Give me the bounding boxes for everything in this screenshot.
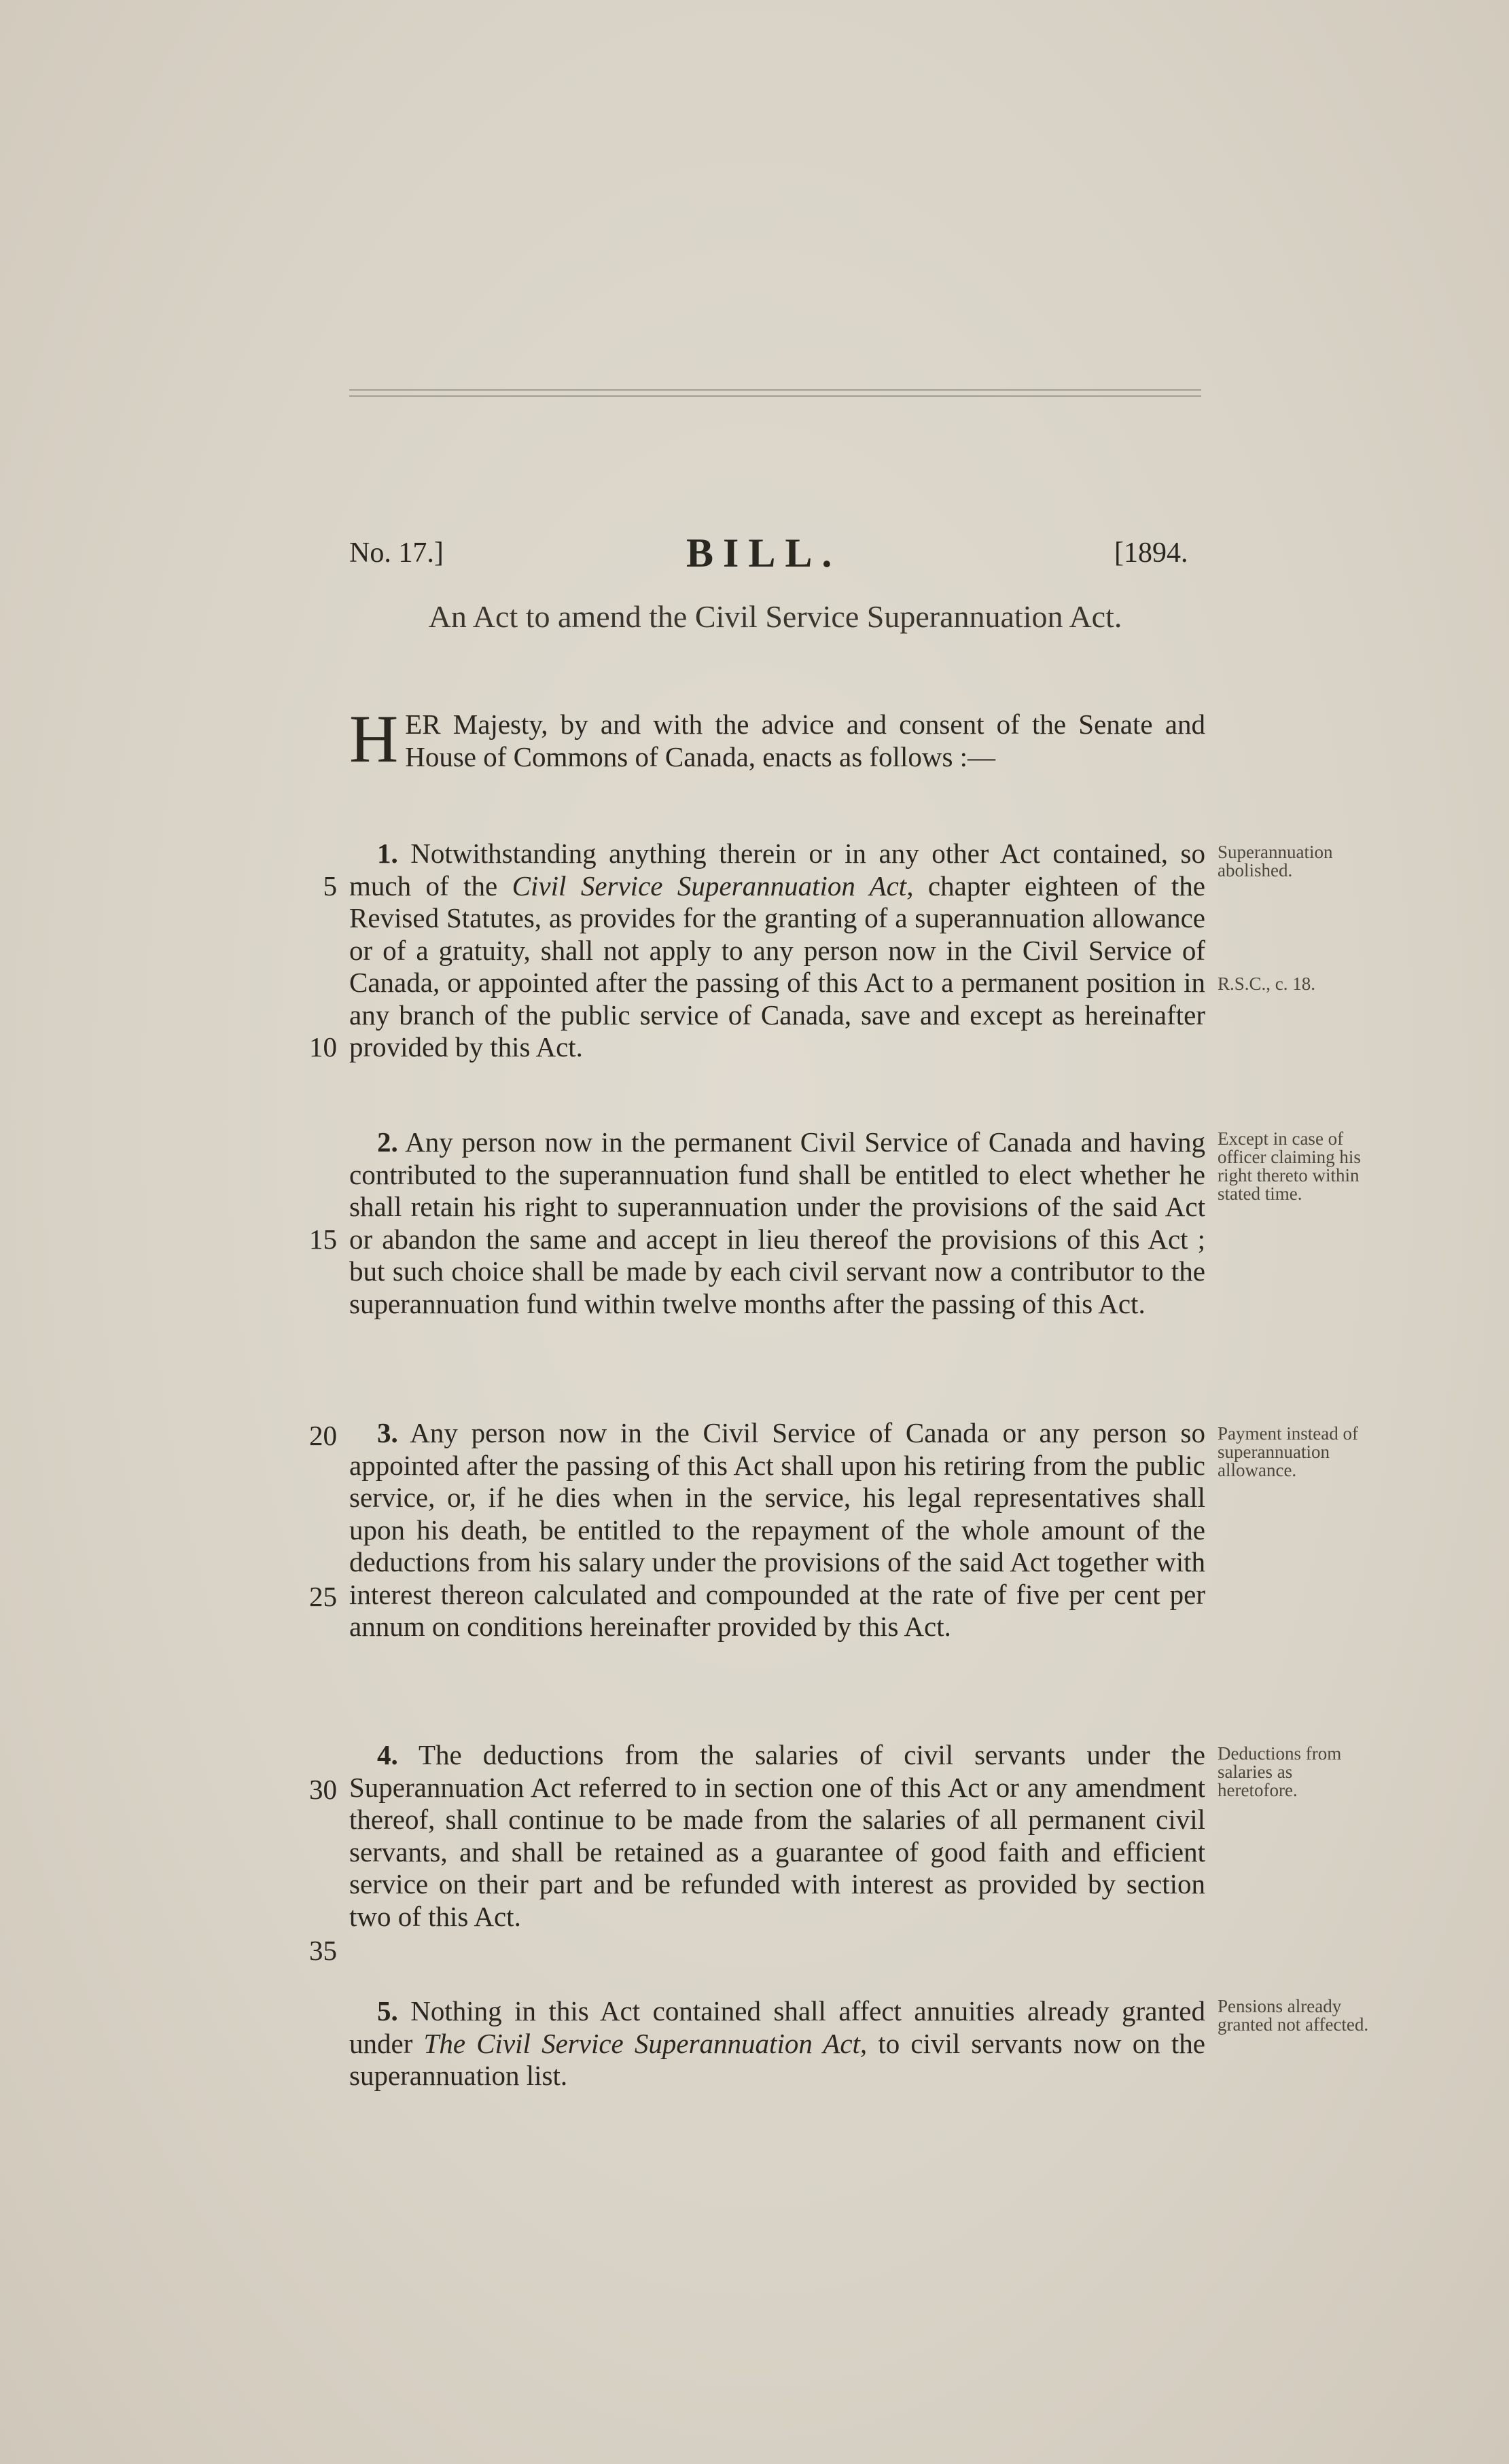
section-4 xyxy=(349,1739,1205,1933)
margin-note: R.S.C., c. 18. xyxy=(1218,974,1316,994)
section-3 xyxy=(349,1417,1205,1643)
section-text-cont: chapter eighteen of the Revised Statutes, as provides for the granting of a superannuation allowance or of a gratuity, shall not apply to any person now in the Civil Service of Canada, or appointed after the passing of this Act to a permanent position in any branch of the public service of Canada, save and except as hereinafter provided by this Act. xyxy=(349,870,1205,1063)
section-text: Notwithstanding anything therein or in any other Act contained, so much of the xyxy=(349,838,1206,901)
section-text: Any person now in the Civil Service of Canada or any person so appointed after the passing of this Act shall upon his retiring from the public service, or, if he dies when in the service, his legal representatives shall upon his death, be entitled to the repayment of the whole amount of the deductions from his salary under the provisions of the said Act together with interest thereon calculated and compounded at the rate of five per cent per annum on conditions hereinafter provided by this Act. xyxy=(349,1417,1205,1642)
margin-note: Superannuation abolished. xyxy=(1218,842,1333,880)
preamble-text: ER Majesty, by and with the advice and consent of the Senate and House of Commons of Canada, enacts as follows :— xyxy=(405,709,1205,772)
line-number: 5 xyxy=(323,870,337,901)
section-5 xyxy=(349,1995,1205,2092)
section-number: 1. xyxy=(377,838,398,869)
top-rule xyxy=(349,389,1201,391)
section-text: Nothing in this Act contained shall affect annuities already granted under xyxy=(349,1995,1205,2059)
line-number: 35 xyxy=(309,1935,337,1966)
section-text-cont: to civil servants now on the superannuation list. xyxy=(349,2027,1205,2091)
act-title: An Act to amend the Civil Service Superannuation Act. xyxy=(428,599,1122,634)
line-number: 25 xyxy=(309,1581,337,1612)
margin-note: Deductions from salaries as heretofore. xyxy=(1218,1743,1342,1800)
section-1 xyxy=(349,838,1205,1064)
drop-cap: H xyxy=(349,701,399,776)
section-number: 2. xyxy=(377,1126,398,1158)
bill-heading: BILL. xyxy=(686,531,842,575)
section-text: The deductions from the salaries of civil servants under the Superannuation Act referred to in section one of this Act or any amendment thereof, shall continue to be made from the salaries of all permanent civil servants, and shall be retained as a guarantee of good faith and efficient service on their part and be refunded with interest as provided by section two of this Act. xyxy=(349,1739,1205,1932)
bill-number: No. 17.] xyxy=(349,537,444,569)
margin-note: Pensions already granted not affected. xyxy=(1218,1996,1369,2035)
section-number: 4. xyxy=(377,1739,398,1770)
section-italic-text: The Civil Service Superannuation Act, xyxy=(423,2027,868,2059)
section-2 xyxy=(349,1126,1205,1320)
line-number: 10 xyxy=(309,1031,337,1063)
preamble xyxy=(349,701,1205,776)
bill-year: [1894. xyxy=(1114,537,1188,569)
section-italic-text: Civil Service Superannuation Act, xyxy=(512,870,914,901)
section-text: Any person now in the permanent Civil Service of Canada and having contributed to the superannuation fund shall be entitled to elect whether he shall retain his right to superannuation under the provisions of the said Act or abandon the same and accept in lieu thereof the provisions of this Act ; but such choice shall be made by each civil servant now a contributor to the superannuation fund within twelve months after the passing of this Act. xyxy=(349,1126,1205,1319)
margin-note: Except in case of officer claiming his right thereto within stated time. xyxy=(1218,1128,1361,1204)
margin-note: Payment instead of superannuation allowance. xyxy=(1218,1423,1358,1480)
line-number: 15 xyxy=(309,1224,337,1255)
line-number: 20 xyxy=(309,1420,337,1451)
top-rule-second xyxy=(349,395,1201,397)
section-number: 3. xyxy=(377,1417,398,1448)
line-number: 30 xyxy=(309,1774,337,1805)
section-number: 5. xyxy=(377,1995,398,2026)
